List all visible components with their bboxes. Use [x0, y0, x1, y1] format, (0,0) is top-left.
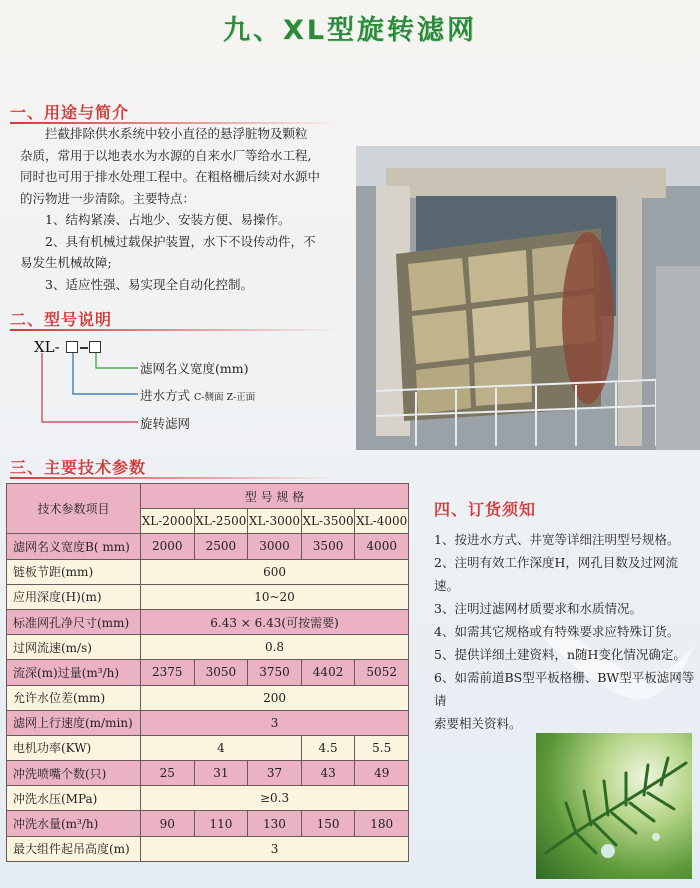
row-label: 冲洗水压(MPa): [7, 786, 141, 811]
cell: 3: [141, 836, 409, 861]
row-label: 电机功率(KW): [7, 735, 141, 760]
cell: 25: [141, 761, 195, 786]
order-line: 6、如需前道BS型平板格栅、BW型平板滤网等请: [434, 670, 695, 708]
section1-heading: 一、用途与简介: [10, 103, 130, 122]
cell: 5.5: [355, 735, 409, 760]
cell: 90: [141, 811, 195, 836]
section4-heading: 四、订货须知: [434, 500, 537, 519]
order-line: 5、提供详细土建资料，n随H变化情况确定。: [434, 647, 686, 662]
cell: 2500: [194, 534, 248, 559]
leaf-photo: [536, 733, 692, 879]
cell: 3050: [194, 660, 248, 685]
table-row: [7, 559, 409, 584]
row-label: 冲洗喷嘴个数(只): [7, 761, 141, 786]
cell: 49: [355, 761, 409, 786]
cell: 31: [194, 761, 248, 786]
row-label: 最大组件起吊高度(m): [7, 836, 141, 861]
section1-line: 杂质，常用于以地表水为水源的自来水厂等给水工程,: [20, 147, 312, 163]
cell: 4.5: [301, 735, 355, 760]
pine-branch-illustration: [536, 733, 692, 879]
model-name: XL-2000: [141, 509, 195, 534]
row-label: 应用深度(H)(m): [7, 584, 141, 609]
section1-text: [20, 123, 350, 295]
section2-rule: [10, 329, 340, 331]
cell: 37: [248, 761, 302, 786]
cell: 3750: [248, 660, 302, 685]
cell: 10~20: [141, 584, 409, 609]
section2-heading: 二、型号说明: [10, 310, 113, 329]
cell: 0.8: [141, 635, 409, 660]
cell: 4000: [355, 534, 409, 559]
table-row: [7, 811, 409, 836]
section1-line: 2、具有机械过载保护装置，水下不设传动件，不: [45, 233, 316, 249]
cell: 4: [141, 735, 302, 760]
cell: 3: [141, 710, 409, 735]
cell: 130: [248, 811, 302, 836]
section1-line: 的污物进一步清除。主要特点：: [20, 190, 196, 206]
table-row: [7, 584, 409, 609]
table-row: [7, 660, 409, 685]
row-label: 滤网名义宽度B( mm): [7, 534, 141, 559]
table-row: [7, 735, 409, 760]
table-row: [7, 710, 409, 735]
table-row: [7, 786, 409, 811]
section1-line: 同时也可用于排水处理工程中。在粗格栅后续对水源中: [20, 169, 321, 184]
label-rotary-screen: 旋转滤网: [140, 416, 191, 431]
section1-line: 1、结构紧凑、占地少、安装方便、易操作。: [45, 212, 291, 227]
model-name: XL-4000: [355, 509, 409, 534]
cell: 5052: [355, 660, 409, 685]
cell: 2375: [141, 660, 195, 685]
model-name: XL-2500: [194, 509, 248, 534]
label-inlet-note: C-侧面 Z-正面: [194, 392, 256, 403]
row-label: 滤网上行速度(m/min): [7, 710, 141, 735]
cell: 180: [355, 811, 409, 836]
label-inlet: [140, 386, 255, 404]
cell: 3000: [248, 534, 302, 559]
label-filter-width: 滤网名义宽度(mm): [140, 361, 249, 376]
cell: 200: [141, 685, 409, 710]
order-notes: [434, 528, 696, 735]
order-line: 3、注明过滤网材质要求和水质情况。: [434, 601, 642, 616]
cell: 3500: [301, 534, 355, 559]
cell: 43: [301, 761, 355, 786]
row-label: 链板节距(mm): [7, 559, 141, 584]
table-row: [7, 534, 409, 559]
table-row: [7, 761, 409, 786]
table-row: [7, 635, 409, 660]
model-name: XL-3000: [248, 509, 302, 534]
cell: 600: [141, 559, 409, 584]
section3-heading: 三、主要技术参数: [10, 458, 147, 477]
header-model: 型 号 规 格: [141, 484, 409, 509]
section1-line: 拦截排除供水系统中较小直径的悬浮脏物及颗粒: [45, 126, 308, 141]
order-line: 4、如需其它规格或有特殊要求应特殊订货。: [434, 624, 680, 639]
rotary-screen-illustration: [356, 146, 700, 450]
label-inlet-text: 进水方式: [140, 388, 191, 403]
table-row: [7, 609, 409, 634]
section3-rule: [10, 477, 340, 479]
model-callout-lines: [30, 350, 140, 432]
cell: ≥0.3: [141, 786, 409, 811]
order-line: 1、按进水方式、井宽等详细注明型号规格。: [434, 532, 680, 547]
order-line: 索要相关资料。: [434, 716, 522, 731]
model-prefix: XL-: [34, 338, 60, 356]
order-line: 2、注明有效工作深度H，网孔目数及过网流速。: [434, 555, 678, 593]
table-row: [7, 685, 409, 710]
row-label: 冲洗水量(m³/h): [7, 811, 141, 836]
row-label: 标准网孔净尺寸(mm): [7, 609, 141, 634]
spec-table: [6, 483, 409, 862]
model-name: XL-3500: [301, 509, 355, 534]
header-item: 技术参数项目: [7, 484, 141, 534]
row-label: 过网流速(m/s): [7, 635, 141, 660]
cell: 2000: [141, 534, 195, 559]
cell: 110: [194, 811, 248, 836]
page-title: 九、XL型旋转滤网: [222, 15, 478, 46]
section1-line: 3、适应性强、易实现全自动化控制。: [45, 276, 253, 292]
row-label: 允许水位差(mm): [7, 685, 141, 710]
section1-line: 易发生机械故障;: [20, 255, 112, 270]
cell: 6.43 × 6.43(可按需要): [141, 609, 409, 634]
model-dash: [80, 347, 88, 349]
cell: 150: [301, 811, 355, 836]
product-photo: [356, 146, 700, 450]
cell: 4402: [301, 660, 355, 685]
table-row: [7, 836, 409, 861]
row-label: 流深(m)过量(m³/h): [7, 660, 141, 685]
